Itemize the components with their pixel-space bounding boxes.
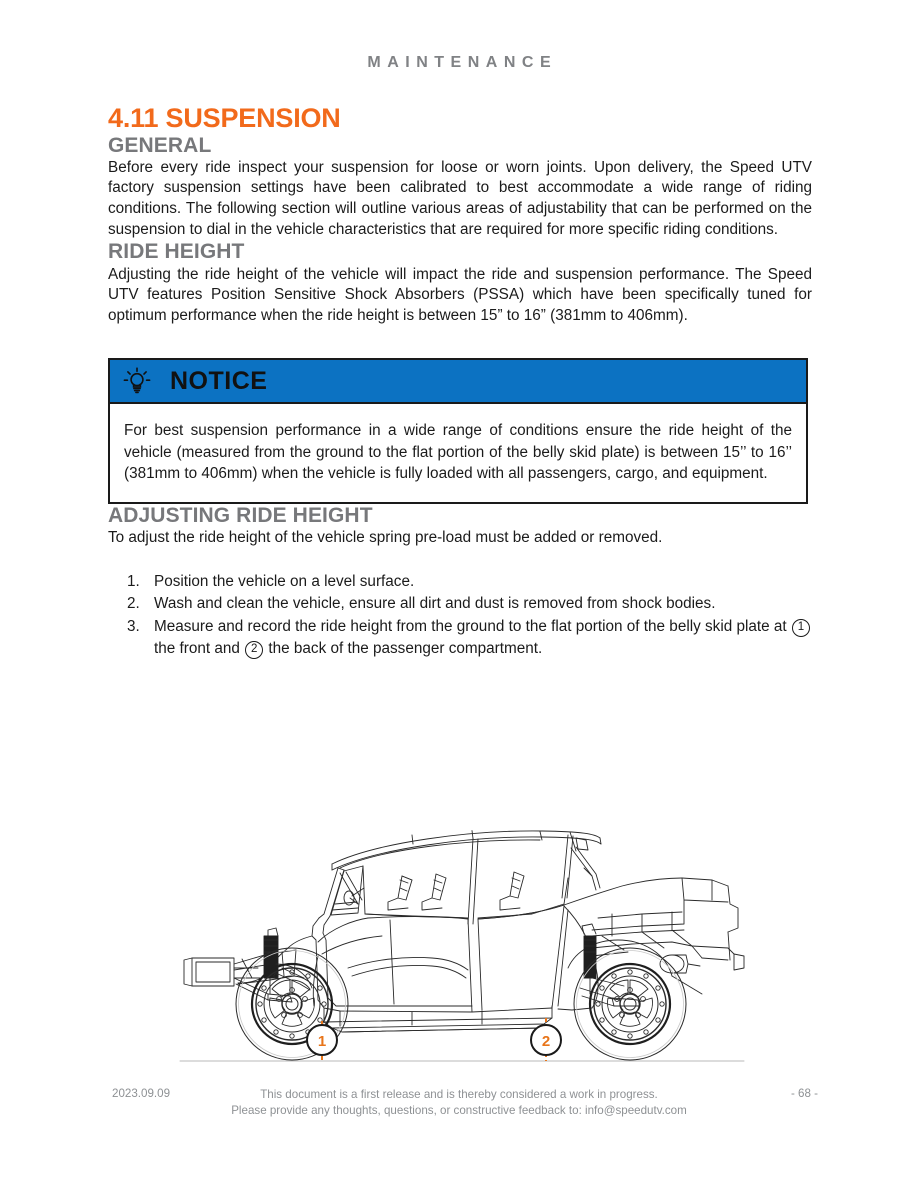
page-footer bbox=[0, 1085, 918, 1131]
heading-adjusting-ride-height: ADJUSTING RIDE HEIGHT bbox=[108, 503, 373, 527]
vehicle-side-view-figure bbox=[172, 818, 752, 1073]
footer-notice-line-2: Please provide any thoughts, questions, or constructive feedback to: info@speedutv.com bbox=[231, 1104, 687, 1118]
notice-body bbox=[110, 404, 806, 501]
footer-page-number: - 68 - bbox=[790, 1087, 818, 1100]
heading-general: GENERAL bbox=[108, 133, 212, 157]
footer-notice bbox=[0, 1087, 918, 1120]
step-item: 3. Measure and record the ride height from the ground to the flat portion of the belly skid plate at 1 the front and 2 the back of the passenger compartment. bbox=[144, 616, 812, 659]
paragraph-ride-height: Adjusting the ride height of the vehicle will impact the ride and suspension performance. The Speed UTV features Position Sensitive Shock Absorbers (PSSA) which have been specifically tuned for optimum performance when the ride height is between 15” to 16” (381mm to 406mm). bbox=[108, 265, 812, 324]
footer-date: 2023.09.09 bbox=[112, 1087, 171, 1100]
step-item: 1. Position the vehicle on a level surface. bbox=[144, 571, 812, 593]
steps-list bbox=[108, 571, 812, 660]
lightbulb-icon bbox=[122, 366, 152, 396]
step-item: 2. Wash and clean the vehicle, ensure all dirt and dust is removed from shock bodies. bbox=[144, 593, 812, 615]
paragraph-general: Before every ride inspect your suspension for loose or worn joints. Upon delivery, the Speed UTV factory suspension settings have been calibrated to best accommodate a wide range of riding conditions. The following section will outline various areas of adjustability that can be performed on the suspension to dial in the vehicle characteristics that are required for more specific riding conditions. bbox=[108, 158, 812, 238]
notice-header-bar bbox=[110, 360, 806, 404]
running-header: MAINTENANCE bbox=[367, 54, 558, 71]
notice-body-text: For best suspension performance in a wide range of conditions ensure the ride height of the vehicle (measured from the ground to the flat portion of the belly skid plate) is between 15’’ to 16’’ (381mm to 406mm) when the vehicle is fully loaded with all passengers, cargo, and equipment. bbox=[124, 422, 792, 482]
figure-callout-2-label: 2 bbox=[541, 1033, 551, 1050]
paragraph-adjusting-intro: To adjust the ride height of the vehicle spring pre-load must be added or removed. bbox=[108, 528, 663, 546]
page-title: 4.11 SUSPENSION bbox=[108, 103, 341, 133]
figure-callout-1-label: 1 bbox=[317, 1033, 327, 1050]
heading-ride-height: RIDE HEIGHT bbox=[108, 240, 245, 264]
notice-title: NOTICE bbox=[170, 366, 268, 395]
callout-ref-2: 2 bbox=[245, 641, 263, 659]
footer-notice-line-1: This document is a first release and is thereby considered a work in progress. bbox=[260, 1088, 658, 1101]
page-content bbox=[108, 104, 812, 660]
notice-callout-box bbox=[108, 358, 808, 503]
callout-ref-1: 1 bbox=[792, 619, 810, 637]
figure-callout-1 bbox=[307, 1021, 337, 1061]
